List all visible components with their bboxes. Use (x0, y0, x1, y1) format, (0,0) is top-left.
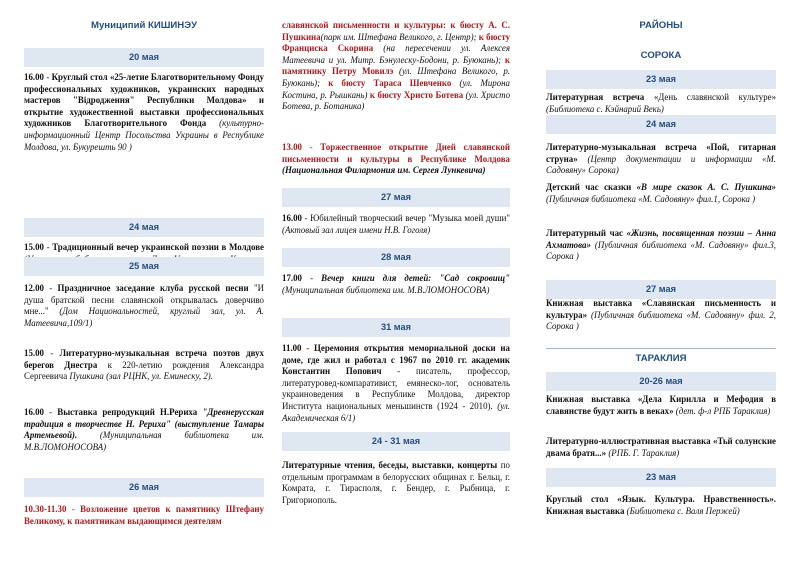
date-header-28-may: 28 мая (282, 248, 510, 267)
date-header-24-may: 24 мая (24, 218, 264, 237)
event-round-table-ukraine: 16.00 - Круглый стол «25-летие Благотворительному Фонду профессиональных художников, украинских народных мастеров "Відродження" Республики Молдова» и открытие художественной выставки профессиональных художников Благотворительного Фонда (культурно-информационный Центр Посольства Украины в Республике Молдова, ул. Букурешть 90 ) (24, 72, 265, 152)
date-header-20-may: 20 мая (24, 48, 264, 67)
date-header-27-may-soroca: 27 мая (546, 280, 776, 299)
event-pushkin-poets: 15.00 - Литературно-музыкальная встреча поэтов двух берегов Днестра к 220-летию рождения Александра Сергеевича Пушкина (зал РЦНК, ул. Еминеску, 2). (24, 348, 264, 382)
event-flowers-monuments-list: славянской письменности и культуры: к бюсту А. С. Пушкина(парк им. Штефана Великого, г. Центр); к бюсту Франциска Скорина (на пересечении ул. Алексея Матеевича и ул. Митр. Бэнулеску-Бодони, р. Буюкань); к памятнику Петру Мовилэ (ул. Штефана Великого, р. Буюкань); к бюсту Тараса Шевченко (ул. Мирона Костина, р. Рышкань) к бюсту Христо Ботева (ул. Христо Ботева, р. Ботаника) (282, 20, 511, 112)
municipality-heading: Муниципий КИШИНЭУ (90, 20, 198, 31)
event-russian-song-club: 12.00 - Праздничное заседание клуба русской песни "И душа братской песни славянской открывалась доверчиво мне..." (Дом Национальностей, круглый зал, ул. А. Матеевича,109/1) (24, 283, 264, 328)
soroca-heading: СОРОКА (640, 50, 682, 61)
event-guitar-string: Литературно-музыкальная встреча «Пой, гитарная струна» (Центр документации и информации «М. Садовяну» Сорока) (546, 142, 776, 176)
event-slavic-culture-day: Литературная встреча «День славянской культуре» (Библиотека с. Кэйнарий Векь) (546, 92, 777, 114)
event-jubilee-evening: 16.00 - Юбилейный творческий вечер "Музыка моей души" (Актовый зал лицея имени Н.В. Гоголя) (282, 213, 510, 235)
event-pushkin-fairy-tales: Детский час сказки «В мире сказок А. С. Пушкина» (Публичная библиотека «М. Садовяну» фил.1, Сорока ) (546, 182, 776, 204)
date-header-23-may-soroca: 23 мая (546, 70, 776, 89)
districts-heading: РАЙОНЫ (639, 20, 683, 31)
event-illustrative-exhibition: Литературно-иллюстративная выставка «Тьй солунские двама братя...» (РПБ. Г. Тараклия) (546, 436, 776, 458)
date-header-31-may: 31 мая (282, 318, 510, 337)
date-header-25-may: 25 мая (24, 257, 264, 276)
date-header-20-26-may: 20-26 мая (546, 372, 776, 391)
column-chisinau-continued (282, 0, 510, 566)
event-roerich-exhibition: 16.00 - Выставка репродукций Н.Рериха "Древнерусская традиция в творчестве Н. Рериха" (выступление Тамары Артемьевой). (Муниципальная библиотека им. М.В.ЛОМОНОСОВА) (24, 407, 264, 452)
event-children-book-evening: 17.00 - Вечер книги для детей: "Сад сокровищ" (Муниципальная библиотека им. М.В.ЛОМОНОСОВА) (282, 273, 510, 295)
date-header-27-may: 27 мая (282, 188, 510, 207)
event-slavic-writing-exhibition: Книжная выставка «Славянская письменность и культура» (Публичная библиотека «М. Садовяну» фил. 2, Сорока ) (546, 298, 776, 332)
event-ukrainian-poetry: 15.00 - Традиционный вечер украинской поэзии в Молдове (24, 242, 264, 252)
event-akhmatova-hour: Литературный час «Жизнь, посвященная поэзии – Анна Ахматова» (Публичная библиотека «М. Садовяну» фил.3, Сорока ) (546, 228, 776, 262)
column-chisinau (24, 0, 264, 566)
column-districts (546, 0, 776, 566)
event-round-table-language: Круглый стол «Язык. Культура. Нравственность». Книжная выставка (Библиотека с. Валя Пержей) (546, 494, 776, 516)
event-literary-readings: Литературные чтения, беседы, выставки, концерты по отдельным программам в белорусских общинах г. Бельц, г. Комрата, г. Тирасполя, г. Бендер, г. Рыбница, г. Григориополь. (282, 460, 510, 505)
event-opening-days: 13.00 - Торжественное открытие Дней славянской письменности и культуры в Республике Молдова (Национальная Филармония им. Сергея Лункевича) (282, 142, 510, 176)
taraclia-heading: ТАРАКЛИЯ (635, 353, 687, 364)
date-header-24-31-may: 24 - 31 мая (282, 432, 510, 451)
event-memorial-plaque: 11.00 - Церемония открытия мемориальной доски на доме, где жил и работал с 1967 по 2010 гг. академик Константин Попович - писатель, профессор, литературовед-компаративист, емянеско-лог, основатель украиноведения в Республике Молдова, директор Института национальных меньшинств (1924 - 2010). (ул. Академическая 6/1) (282, 343, 511, 423)
date-header-23-may-taraclia: 23 мая (546, 468, 776, 487)
date-header-26-may: 26 мая (24, 478, 264, 497)
event-cyril-methodius-exhibition: Книжная выставка «Дела Кирилла и Мефодия в славянстве будут жить в веках» (дет. ф-л РПБ Тараклия) (546, 394, 776, 416)
event-flowers-laying: 10.30-11.30 - Возложение цветов к памятнику Штефану Великому, к памятникам выдающимся деятелям (24, 504, 264, 526)
date-header-24-may-soroca: 24 мая (546, 115, 776, 134)
